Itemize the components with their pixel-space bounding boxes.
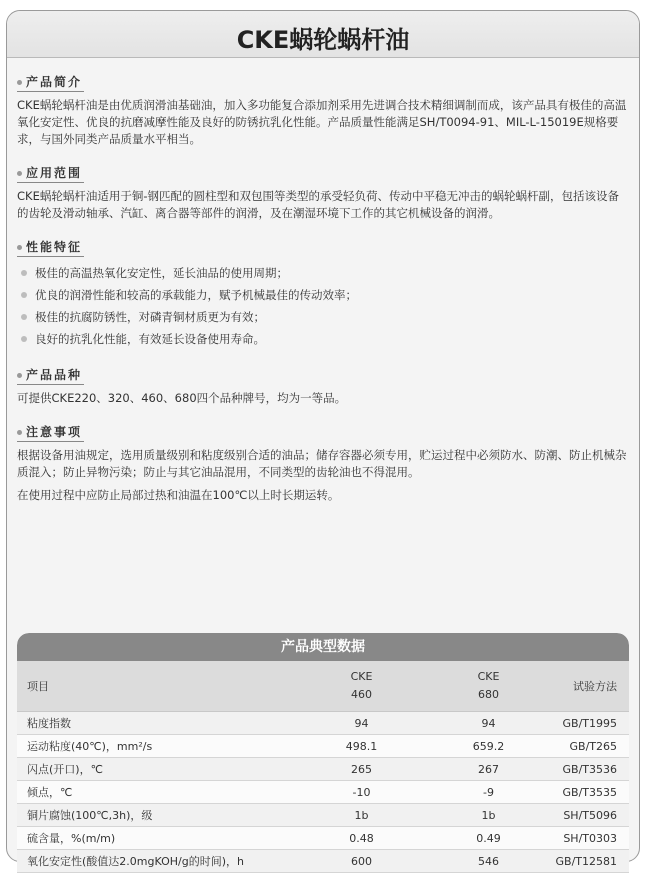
application-text: CKE蜗轮蜗杆油适用于铜-钢匹配的圆柱型和双包围等类型的承受轻负荷、传动中平稳无冲击的蜗轮蜗杆副，包括该设备的齿轮及滑动轴承、汽缸、离合器等部件的润滑，及在潮湿环境下工作的其它机械设备的润滑。 bbox=[17, 189, 619, 220]
cell-item: 铜片腐蚀(100℃,3h)，级 bbox=[17, 804, 298, 827]
feature-item: 良好的抗乳化性能，有效延长设备使用寿命。 bbox=[17, 328, 629, 350]
header-cke-680 bbox=[425, 661, 552, 712]
table-title: 产品典型数据 bbox=[17, 633, 629, 661]
cell-method: SH/T5096 bbox=[552, 804, 629, 827]
table-row bbox=[17, 850, 629, 873]
cell-value-460: 265 bbox=[298, 758, 425, 781]
cell-value-680: 659.2 bbox=[425, 735, 552, 758]
cell-value-460: 600 bbox=[298, 850, 425, 873]
section-intro bbox=[17, 71, 629, 148]
cell-item: 氧化安定性(酸值达2.0mgKOH/g的时间)，h bbox=[17, 850, 298, 873]
cell-item: 倾点，℃ bbox=[17, 781, 298, 804]
header-cke-460-top: CKE bbox=[350, 670, 373, 683]
header-cke-460 bbox=[298, 661, 425, 712]
cell-value-460: 1b bbox=[298, 804, 425, 827]
cell-value-680: 0.49 bbox=[425, 827, 552, 850]
cell-item: 粘度指数 bbox=[17, 712, 298, 735]
cell-method: GB/T1995 bbox=[552, 712, 629, 735]
header-cke-680-top: CKE bbox=[477, 670, 500, 683]
section-notes bbox=[17, 421, 629, 504]
feature-item: 优良的润滑性能和较高的承载能力，赋予机械最佳的传动效率； bbox=[17, 284, 629, 306]
cell-value-680: 267 bbox=[425, 758, 552, 781]
section-heading-notes: 注意事项 bbox=[17, 423, 84, 442]
section-heading-features: 性能特征 bbox=[17, 238, 84, 257]
section-application bbox=[17, 162, 629, 222]
header-method: 试验方法 bbox=[552, 661, 629, 712]
cell-item: 闪点(开口)，℃ bbox=[17, 758, 298, 781]
features-list bbox=[17, 262, 629, 350]
table-row bbox=[17, 827, 629, 850]
table-row bbox=[17, 735, 629, 758]
header-cke-460-bottom: 460 bbox=[351, 688, 372, 701]
cell-item: 运动粘度(40℃)，mm²/s bbox=[17, 735, 298, 758]
notes-text-1: 根据设备用油规定，选用质量级别和粘度级别合适的油品；储存容器必须专用，贮运过程中必须防水、防潮、防止机械杂质混入；防止异物污染；防止与其它油品混用，不同类型的齿轮油也不得混用。 bbox=[17, 448, 627, 479]
feature-item: 极佳的高温热氧化安定性，延长油品的使用周期； bbox=[17, 262, 629, 284]
section-heading-application: 应用范围 bbox=[17, 164, 84, 183]
cell-method: GB/T3535 bbox=[552, 781, 629, 804]
varieties-text: 可提供CKE220、320、460、680四个品种牌号，均为一等品。 bbox=[17, 391, 347, 405]
table-row bbox=[17, 758, 629, 781]
table-header-row bbox=[17, 661, 629, 712]
cell-value-460: 0.48 bbox=[298, 827, 425, 850]
intro-text: CKE蜗轮蜗杆油是由优质润滑油基础油，加入多功能复合添加剂采用先进调合技术精细调制而成，该产品具有极佳的高温氧化安定性、优良的抗磨减摩性能及良好的防锈抗乳化性能。产品质量性能满足SH/T0094-91、MIL-L-15019E规格要求，与国外同类产品质量水平相当。 bbox=[17, 98, 627, 146]
cell-value-680: -9 bbox=[425, 781, 552, 804]
header-item: 项目 bbox=[17, 661, 298, 712]
title-bar bbox=[7, 11, 639, 58]
table-row bbox=[17, 804, 629, 827]
content-area bbox=[17, 71, 629, 518]
typical-data-table bbox=[17, 661, 629, 873]
feature-item: 极佳的抗腐防锈性，对磷青铜材质更为有效； bbox=[17, 306, 629, 328]
cell-value-460: 94 bbox=[298, 712, 425, 735]
cell-value-680: 1b bbox=[425, 804, 552, 827]
typical-data-table-wrap bbox=[17, 633, 629, 873]
cell-value-680: 94 bbox=[425, 712, 552, 735]
section-heading-varieties: 产品品种 bbox=[17, 366, 84, 385]
document-card bbox=[6, 10, 640, 868]
table-row bbox=[17, 781, 629, 804]
cell-method: GB/T265 bbox=[552, 735, 629, 758]
cell-value-460: -10 bbox=[298, 781, 425, 804]
page-title: CKE蜗轮蜗杆油 bbox=[236, 26, 410, 54]
header-cke-680-bottom: 680 bbox=[478, 688, 499, 701]
cell-item: 硫含量，%(m/m) bbox=[17, 827, 298, 850]
section-heading-intro: 产品简介 bbox=[17, 73, 84, 92]
cell-value-680: 546 bbox=[425, 850, 552, 873]
notes-text-2: 在使用过程中应防止局部过热和油温在100℃以上时长期运转。 bbox=[17, 488, 340, 502]
section-varieties bbox=[17, 364, 629, 407]
cell-method: GB/T12581 bbox=[552, 850, 629, 873]
table-row bbox=[17, 712, 629, 735]
cell-method: GB/T3536 bbox=[552, 758, 629, 781]
cell-method: SH/T0303 bbox=[552, 827, 629, 850]
section-features bbox=[17, 236, 629, 350]
cell-value-460: 498.1 bbox=[298, 735, 425, 758]
